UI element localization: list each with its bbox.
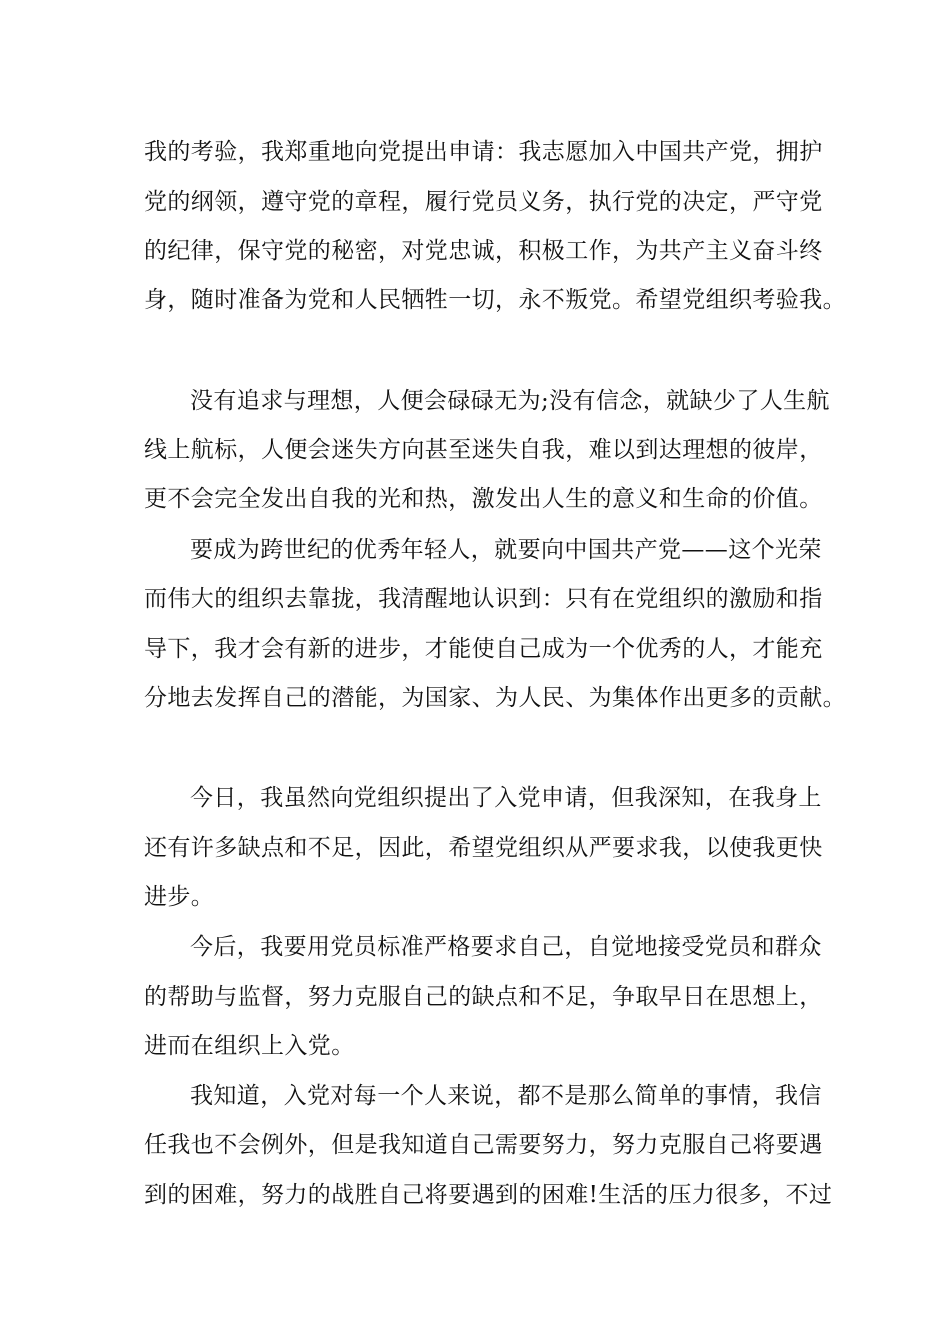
paragraph-6-line-2: 任我也不会例外，但是我知道自己需要努力，努力克服自己将要遇	[144, 1132, 823, 1158]
paragraph-5-line-3: 进而在组织上入党。	[144, 1033, 355, 1059]
paragraph-4-line-3: 进步。	[144, 884, 215, 910]
paragraph-1-line-3: 的纪律，保守党的秘密，对党忠诚，积极工作，为共产主义奋斗终	[144, 238, 823, 264]
paragraph-6-line-3: 到的困难，努力的战胜自己将要遇到的困难!生活的压力很多，不过	[144, 1182, 833, 1208]
paragraph-2-line-1: 没有追求与理想，人便会碌碌无为;没有信念，就缺少了人生航	[190, 388, 830, 414]
paragraph-1-line-4: 身，随时准备为党和人民牺牲一切，永不叛党。希望党组织考验我。	[144, 287, 846, 313]
paragraph-5-line-1: 今后，我要用党员标准严格要求自己，自觉地接受党员和群众	[190, 934, 822, 960]
paragraph-3-line-3: 导下，我才会有新的进步，才能使自己成为一个优秀的人，才能充	[144, 636, 823, 662]
paragraph-1-line-1: 我的考验，我郑重地向党提出申请：我志愿加入中国共产党，拥护	[144, 139, 823, 165]
paragraph-6-line-1: 我知道，入党对每一个人来说，都不是那么简单的事情，我信	[190, 1083, 822, 1109]
paragraph-4-line-1: 今日，我虽然向党组织提出了入党申请，但我深知，在我身上	[190, 785, 822, 811]
paragraph-3-line-1: 要成为跨世纪的优秀年轻人，就要向中国共产党——这个光荣	[190, 537, 822, 563]
paragraph-3-line-2: 而伟大的组织去靠拢，我清醒地认识到：只有在党组织的激励和指	[144, 586, 823, 612]
paragraph-2-line-3: 更不会完全发出自我的光和热，激发出人生的意义和生命的价值。	[144, 486, 823, 512]
paragraph-5-line-2: 的帮助与监督，努力克服自己的缺点和不足，争取早日在思想上，	[144, 984, 823, 1010]
paragraph-2-line-2: 线上航标，人便会迷失方向甚至迷失自我，难以到达理想的彼岸，	[144, 437, 823, 463]
paragraph-4-line-2: 还有许多缺点和不足，因此，希望党组织从严要求我，以使我更快	[144, 835, 823, 861]
paragraph-1-line-2: 党的纲领，遵守党的章程，履行党员义务，执行党的决定，严守党	[144, 189, 823, 215]
paragraph-3-line-4: 分地去发挥自己的潜能，为国家、为人民、为集体作出更多的贡献。	[144, 685, 846, 711]
